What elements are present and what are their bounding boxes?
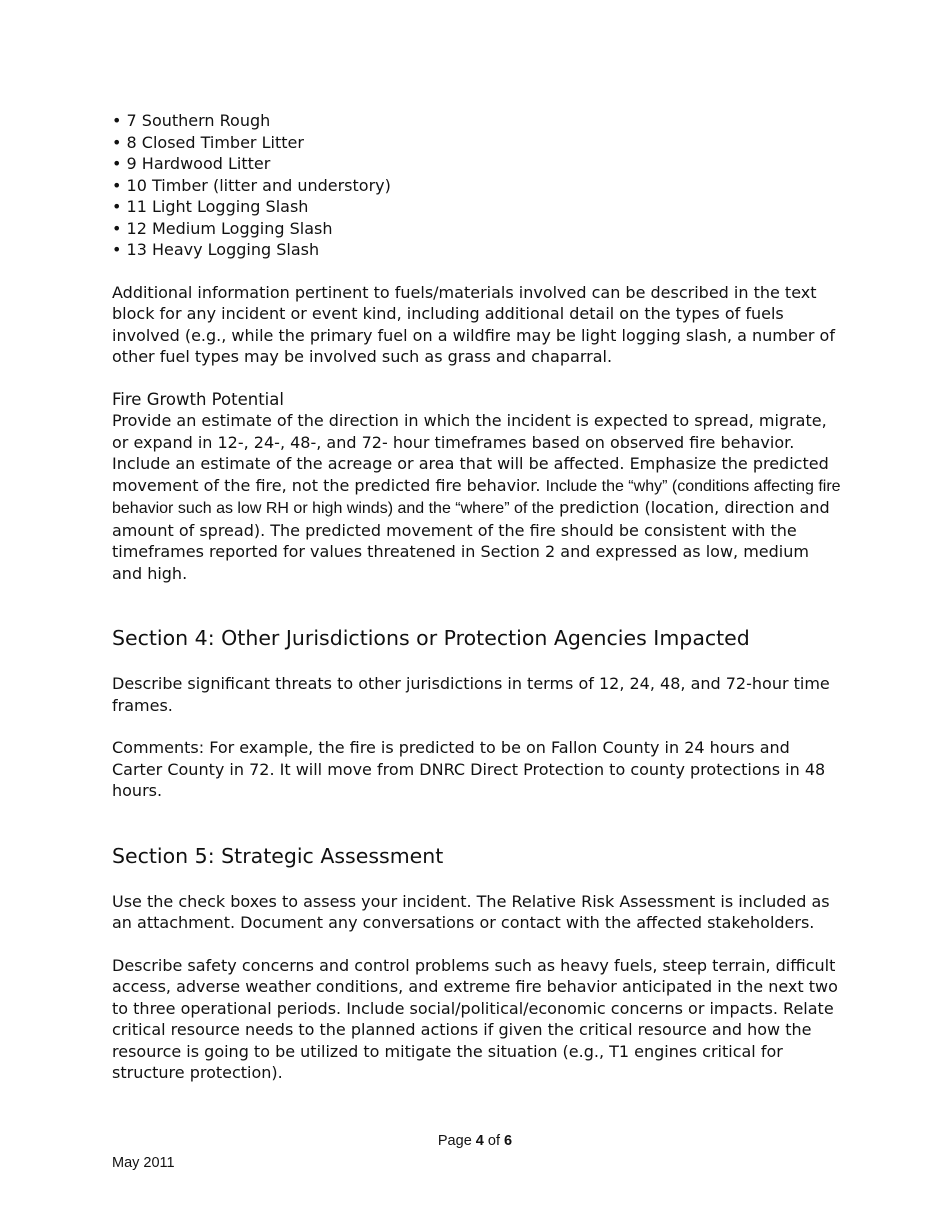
fire-growth-paragraph [112,410,842,584]
list-item: • 8 Closed Timber Litter [112,132,304,152]
list-item: • 9 Hardwood Litter [112,154,271,173]
section-5-title: Section 5: Strategic Assessment [112,843,444,868]
list-item: • 10 Timber (litter and understory) [112,175,391,195]
list-item: • 11 Light Logging Slash [112,197,309,216]
fire-growth-text-2: Include the “why” (conditions affecting fire behavior such as low RH or high winds) and the “where” of the [112,477,841,517]
fire-growth-heading: Fire Growth Potential [112,389,284,409]
page-of: of [483,1133,505,1149]
fire-growth-text-3: prediction (location, direction and amount of spread). The predicted movement of the fire should be consistent with the timeframes reported for values threatened in Section 2 and expressed as low, medium and high. [112,498,830,583]
section-4-paragraph-1: Describe significant threats to other jurisdictions in terms of 12, 24, 48, and 72-hour time frames. [112,674,830,715]
list-item: • 12 Medium Logging Slash [112,218,333,238]
section-4-comments: Comments: For example, the fire is predicted to be on Fallon County in 24 hours and Carter County in 72. It will move from DNRC Direct Protection to county protections in 48 hours. [112,738,826,800]
section-5-paragraph-2: Describe safety concerns and control problems such as heavy fuels, steep terrain, difficult access, adverse weather conditions, and extreme fire behavior anticipated in the next two to three operational periods. Include social/political/economic concerns or impacts. Relate critical resource needs to the planned actions if given the critical resource and how the resource is going to be utilized to mitigate the situation (e.g., T1 engines critical for structure protection). [112,955,838,1082]
footer-date: May 2011 [112,1155,175,1171]
page-current: 4 [475,1133,484,1149]
page-prefix: Page [437,1133,476,1149]
fire-growth-text-1: Provide an estimate of the direction in which the incident is expected to spread, migrate, or expand in 12-, 24-, 48-, and 72- hour timeframes based on observed fire behavior. Include an estimate of the acreage or area that will be affected. Emphasize the predicted movement of the fire, not the predicted fire behavior. [112,411,829,495]
page-number [0,1131,950,1151]
fuels-paragraph: Additional information pertinent to fuels/materials involved can be described in the text block for any incident or event kind, including additional detail on the types of fuels involved (e.g., while the primary fuel on a wildfire may be light logging slash, a number of other fuel types may be involved such as grass and chaparral. [112,282,835,366]
fuel-model-list [112,110,842,261]
document-page [112,110,842,1105]
list-item: • 13 Heavy Logging Slash [112,240,320,259]
page-total: 6 [504,1133,513,1149]
section-4-title: Section 4: Other Jurisdictions or Protection Agencies Impacted [112,626,750,650]
section-5-paragraph-1: Use the check boxes to assess your incident. The Relative Risk Assessment is included as an attachment. Document any conversations or contact with the affected stakeholders. [112,891,830,932]
list-item: • 7 Southern Rough [112,111,271,130]
